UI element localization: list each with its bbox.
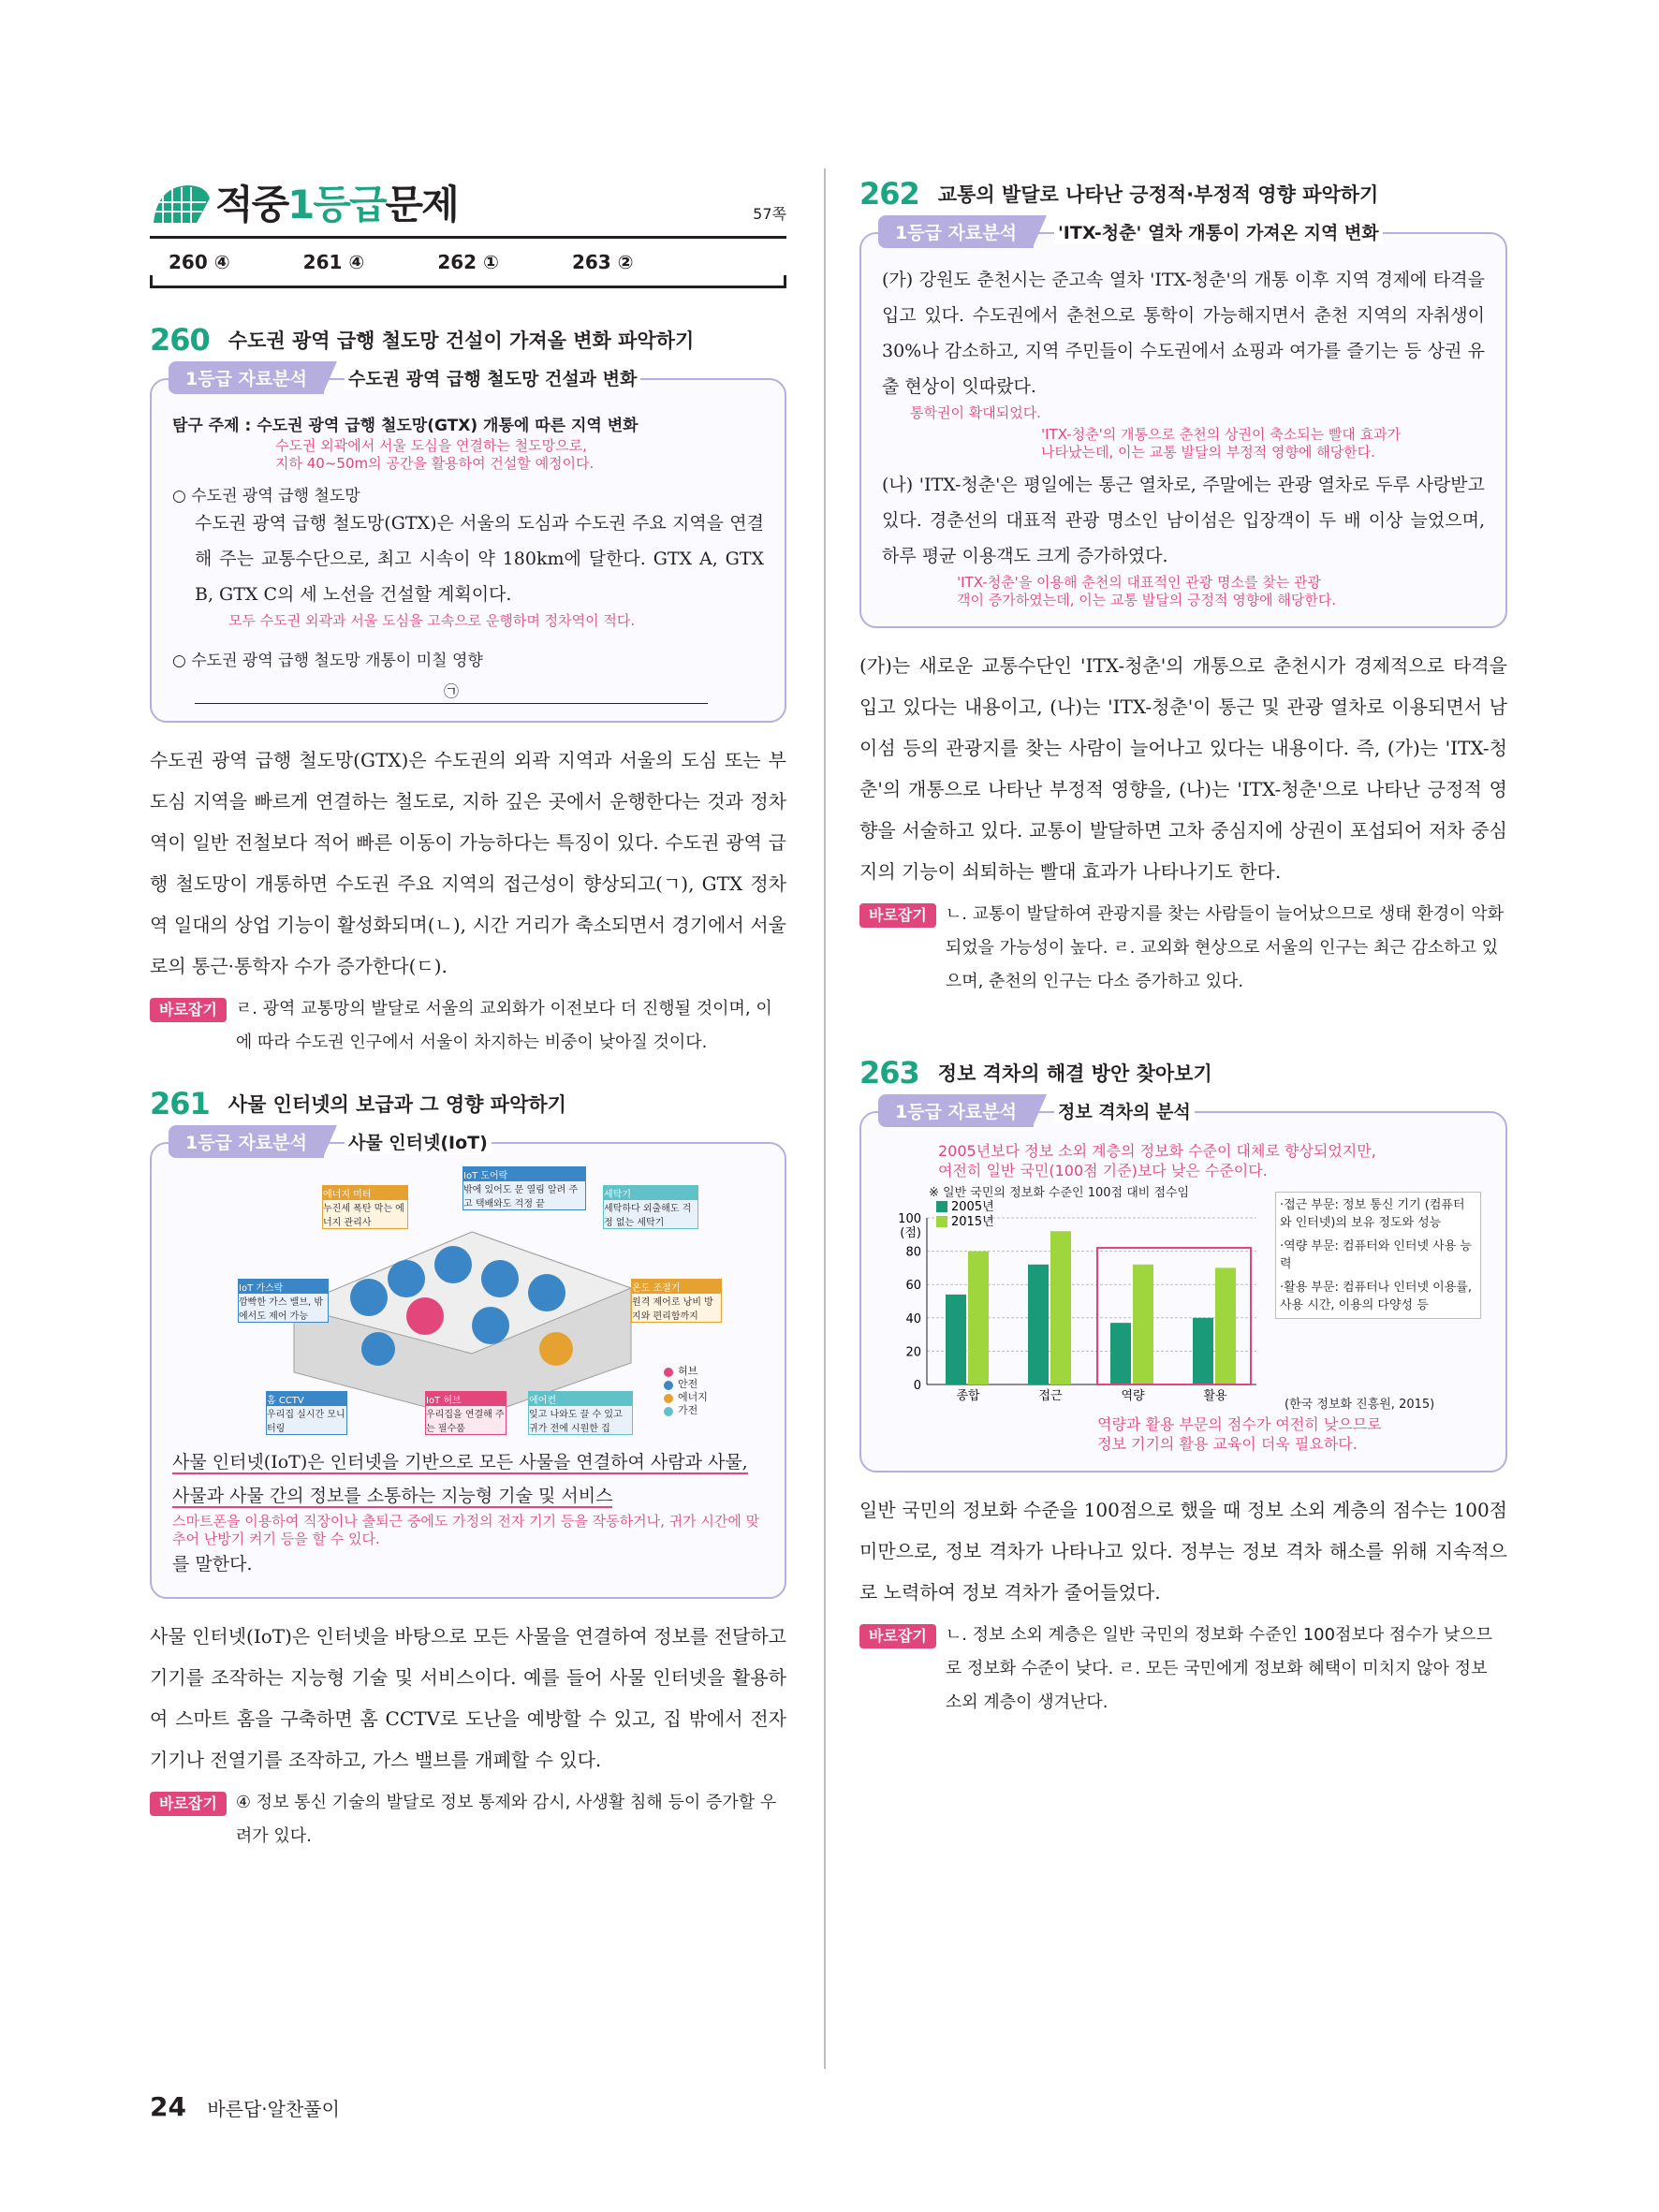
bar-2015년-종합 (968, 1252, 989, 1384)
analysis-tab: 1등급 자료분석 사물 인터넷(IoT) (169, 1125, 492, 1158)
iot-label-aircon: 에어컨 잊고 나와도 끌 수 있고 귀가 전에 시원한 집 (528, 1391, 633, 1435)
chart-area (882, 1180, 1485, 1414)
section-title: 적중1등급문제 (215, 182, 458, 227)
grid-logo-icon (150, 180, 213, 228)
analysis-box-262 (859, 223, 1507, 628)
pink-note: 2005년보다 정보 소외 계층의 정보화 수준이 대체로 향상되었지만, 여전히 일반 국민(100점 기준)보다 낮은 수준이다. (938, 1142, 1376, 1179)
passage-ga: (가) 강원도 춘천시는 준고속 열차 'ITX-청춘'의 개통 이후 지역 경제에 타격을 입고 있다. 수도권에서 춘천으로 통학이 가능해지면서 춘천 지역의 자취생이 30%나 감소하고, 지역 주민들이 수도권에서 쇼핑과 여가를 즐기는 등 상권 유출 현상이 잇따랐다. (882, 270, 1485, 397)
pink-note: 수도권 외곽에서 서울 도심을 연결하는 철도망으로, 지하 40~50m의 공간을 활용하여 건설할 예정이다. (275, 437, 595, 472)
iot-label-thermostat: 온도 조절기 원격 제어로 낭비 방지와 편리함까지 (631, 1279, 722, 1323)
iot-label-energy-meter: 에너지 미터 누진세 폭탄 막는 에너지 관리사 (322, 1185, 408, 1229)
explanation-261: 사물 인터넷(IoT)은 인터넷을 바탕으로 모든 사물을 연결하여 정보를 전달하고 기기를 조작하는 지능형 기술 및 서비스이다. 예를 들어 사물 인터넷을 활용하여 스마트 홈을 구축하면 홈 CCTV로 도난을 예방할 수 있고, 집 밖에서 전자 기기나 전열기를 조작하고, 가스 밸브를 개폐할 수 있다. (150, 1625, 786, 1771)
y-tick-label: 60 (905, 1279, 921, 1294)
pink-note: 스마트폰을 이용하여 직장이나 출퇴근 중에도 가정의 전자 기기 등을 작동하거나, 귀가 시간에 맞추어 난방기 켜기 등을 할 수 있다. (172, 1513, 760, 1547)
pink-note: 모두 수도권 외곽과 서울 도심을 고속으로 운행하며 정차역이 적다. (228, 612, 636, 629)
problem-heading-260: 260 수도권 광역 급행 철도망 건설이 가져올 변화 파악하기 (150, 322, 695, 358)
page-reference: 57쪽 (753, 205, 786, 223)
x-tick-label: 접근 (1038, 1389, 1063, 1403)
pink-note: 통학권이 확대되었다. (910, 404, 1041, 421)
correction-261: 바로잡기 ④ 정보 통신 기술의 발달로 정보 통제와 감시, 사생활 침해 등이 증가할 우려가 있다. (150, 1786, 786, 1853)
iot-label-cctv: 홈 CCTV 우리집 실시간 모니터링 (266, 1391, 347, 1435)
correction-262: 바로잡기 ㄴ. 교통이 발달하여 관광지를 찾는 사람들이 늘어났으므로 생태 환경이 악화되었을 가능성이 높다. ㄹ. 교외화 현상으로 서울의 인구는 최근 감소하고 있으며, 춘천의 인구는 다소 증가하고 있다. (859, 898, 1507, 999)
bar-2005년-역량 (1110, 1323, 1131, 1384)
column-divider (824, 168, 826, 2069)
bar-2005년-종합 (946, 1295, 966, 1384)
iot-definition: 사물 인터넷(IoT)은 인터넷을 기반으로 모든 사물을 연결하여 사람과 사물, 사물과 사물 간의 정보를 소통하는 지능형 기술 및 서비스 (172, 1452, 748, 1506)
bar-2015년-활용 (1215, 1267, 1236, 1384)
x-tick-label: 활용 (1203, 1389, 1227, 1403)
left-column (150, 168, 786, 1853)
bar-2005년-활용 (1193, 1318, 1213, 1384)
bar-2015년-역량 (1133, 1265, 1153, 1384)
gtx-description: 수도권 광역 급행 철도망(GTX)은 서울의 도심과 수도권 주요 지역을 연결해 주는 교통수단으로, 최고 시속이 약 180km에 달한다. GTX A, GTX B, GTX C의 세 노선을 건설할 계획이다. (195, 513, 764, 605)
problem-heading-263: 263 정보 격차의 해결 방안 찾아보기 (859, 1055, 1212, 1091)
iot-label-doorlock: IoT 도어락 밖에 있어도 문 열림 알려 주고 택배와도 걱정 끝 (462, 1166, 586, 1210)
pink-note: 역량과 활용 부문의 점수가 여전히 낮으므로 정보 기기의 활용 교육이 더욱 필요하다. (1097, 1415, 1382, 1453)
answer-key-bar (150, 236, 786, 288)
x-tick-label: 역량 (1121, 1389, 1145, 1403)
chart-note: ※ 일반 국민의 정보화 수준인 100점 대비 점수임 (929, 1186, 1190, 1200)
pink-note: 'ITX-청춘'을 이용해 춘천의 대표적인 관광 명소를 찾는 관광 객이 증가하였는데, 이는 교통 발달의 긍정적 영향에 해당한다. (957, 574, 1337, 608)
analysis-tab: 1등급 자료분석 'ITX-청춘' 열차 개통이 가져온 지역 변화 (878, 215, 1383, 248)
answer-item: 260 ④ (169, 251, 230, 273)
book-title: 바른답·알찬풀이 (207, 2098, 340, 2120)
y-axis-label: (점) (900, 1226, 921, 1240)
explanation-263: 일반 국민의 정보화 수준을 100점으로 했을 때 정보 소외 계층의 점수는 100점 미만으로, 정보 격차가 나타나고 있다. 정부는 정보 격차 해소를 위해 지속적으로 노력하여 정보 격차가 줄어들었다. (859, 1499, 1507, 1604)
answer-item: 261 ④ (302, 251, 365, 273)
side-notes: ·접근 부문: 정보 통신 기기 (컴퓨터와 인터넷)의 보유 정도와 성능 ·역량 부문: 컴퓨터와 인터넷 사용 능력 ·활용 부문: 컴퓨터나 인터넷 이용률, 사용 시간, 이용의 다양성 등 (1275, 1192, 1481, 1319)
analysis-box-263 (859, 1102, 1507, 1472)
answer-item: 262 ① (437, 251, 499, 273)
y-tick-label: 100 (898, 1212, 921, 1226)
page-number: 24 (150, 2091, 186, 2122)
info-gap-bar-chart (882, 1180, 1275, 1414)
analysis-box-260 (150, 369, 786, 723)
legend-swatch (936, 1201, 947, 1212)
answer-item: 263 ② (571, 251, 634, 273)
passage-na: (나) 'ITX-청춘'은 평일에는 통근 열차로, 주말에는 관광 열차로 두루 사랑받고 있다. 경춘선의 대표적 관광 명소인 남이섬은 입장객이 두 배 이상 늘었으며, 하루 평균 이용객도 크게 증가하였다. (882, 475, 1485, 566)
legend: 허브 안전 에너지 가전 (678, 1365, 708, 1416)
section-heading: ○ 수도권 광역 급행 철도망 개통이 미칠 영향 (172, 652, 483, 670)
topic: 탐구 주제 : 수도권 광역 급행 철도망(GTX) 개통에 따른 지역 변화 (172, 417, 639, 435)
blank-line: ㉠ (195, 680, 708, 704)
bar-2005년-접근 (1028, 1265, 1049, 1384)
x-tick-label: 종합 (956, 1389, 980, 1403)
iot-label-gas-lock: IoT 가스락 깜빡한 가스 밸브, 밖에서도 제어 가능 (238, 1279, 329, 1323)
y-tick-label: 40 (905, 1311, 921, 1326)
section-header (150, 168, 786, 234)
y-tick-label: 80 (905, 1245, 921, 1260)
source: (한국 정보화 진흥원, 2015) (1285, 1398, 1435, 1412)
legend-label: 2005년 (951, 1200, 994, 1214)
pink-note: 'ITX-청춘'의 개통으로 춘천의 상권이 축소되는 빨대 효과가 나타났는데, 이는 교통 발달의 부정적 영향에 해당한다. (1041, 426, 1402, 461)
legend-swatch (936, 1216, 947, 1227)
section-heading: ○ 수도권 광역 급행 철도망 (172, 487, 360, 505)
explanation-260: 수도권 광역 급행 철도망(GTX)은 수도권의 외곽 지역과 서울의 도심 또는 부도심 지역을 빠르게 연결하는 철도로, 지하 깊은 곳에서 운행한다는 것과 정차역이 일반 전철보다 적어 빠른 이동이 가능하다는 특징이 있다. 수도권 광역 급행 철도망이 개통하면 수도권 주요 지역의 접근성이 향상되고(ㄱ), GTX 정차역 일대의 상업 기능이 활성화되며(ㄴ), 시간 거리가 축소되면서 경기에서 서울로의 통근·통학자 수가 증가한다(ㄷ). (150, 749, 786, 977)
iot-illustration (191, 1166, 745, 1438)
y-tick-label: 20 (905, 1345, 921, 1360)
explanation-262: (가)는 새로운 교통수단인 'ITX-청춘'의 개통으로 춘천시가 경제적으로 타격을 입고 있다는 내용이고, (나)는 'ITX-청춘'이 통근 및 관광 열차로 이용되면서 남이섬 등의 관광지를 찾는 사람이 늘어나고 있다는 내용이다. 즉, (가)는 'ITX-청춘'의 개통으로 나타난 부정적 영향을, (나)는 'ITX-청춘'으로 나타난 긍정적 영향을 서술하고 있다. 교통이 발달하면 고차 중심지에 상권이 포섭되어 저차 중심지의 기능이 쇠퇴하는 빨대 효과가 나타나기도 한다. (859, 654, 1507, 883)
correction-260: 바로잡기 ㄹ. 광역 교통망의 발달로 서울의 교외화가 이전보다 더 진행될 것이며, 이에 따라 수도권 인구에서 서울이 차지하는 비중이 낮아질 것이다. (150, 992, 786, 1060)
bar-2015년-접근 (1050, 1231, 1071, 1384)
footer (150, 2091, 340, 2122)
y-tick-label: 0 (913, 1379, 921, 1393)
iot-label-washer: 세탁기 세탁하다 외출해도 걱정 없는 세탁기 (603, 1185, 698, 1229)
iot-label-hub: IoT 허브 우리집을 연결해 주는 필수품 (425, 1391, 507, 1435)
analysis-tab: 1등급 자료분석 수도권 광역 급행 철도망 건설과 변화 (169, 361, 640, 394)
legend-label: 2015년 (951, 1215, 994, 1229)
correction-263: 바로잡기 ㄴ. 정보 소외 계층은 일반 국민의 정보화 수준인 100점보다 점수가 낮으므로 정보화 수준이 낮다. ㄹ. 모든 국민에게 정보화 혜택이 미치지 않아 정보 소외 계층이 생겨난다. (859, 1619, 1507, 1720)
problem-heading-262: 262 교통의 발달로 나타난 긍정적·부정적 영향 파악하기 (859, 176, 1379, 212)
analysis-box-261: 1등급 자료분석 사물 인터넷(IoT) 허브 안전 에너지 가전 에너지 미터 누진세 폭탄 막는 에너지 관리사 IoT 도어락 밖에 있어도 문 열림 알려 주고 택배와도 걱정 끝 세탁기 세탁하다 외출해도 걱정 없는 세탁기 IoT 가스락 깜빡한 가스 밸브, 밖에서도 제어 가능 온도 조절기 원격 제어로 낭비 방지와 편리함까지 홈 CCTV 우리집 실시간 모니터링 IoT 허브 우리집을 연결해 주는 필수품 에어컨 잊고 나와도 끌 수 있고 귀가 전에 시원한 집 사물 인터넷(IoT)은 인터넷을 기반으로 모든 사물을 연결하여 사람과 사물, 사물과 사물 간의 정보를 소통하는 지능형 기술 및 서비스 스마트폰을 이용하여 직장이나 출퇴근 중에도 가정의 전자 기기 등을 작동하거나, 귀가 시간에 맞추어 난방기 켜기 등을 할 수 있다. 를 말한다. (150, 1142, 786, 1599)
analysis-tab: 1등급 자료분석 정보 격차의 분석 (878, 1094, 1195, 1127)
problem-heading-261: 261 사물 인터넷의 보급과 그 영향 파악하기 (150, 1086, 566, 1121)
right-column (859, 168, 1507, 1720)
